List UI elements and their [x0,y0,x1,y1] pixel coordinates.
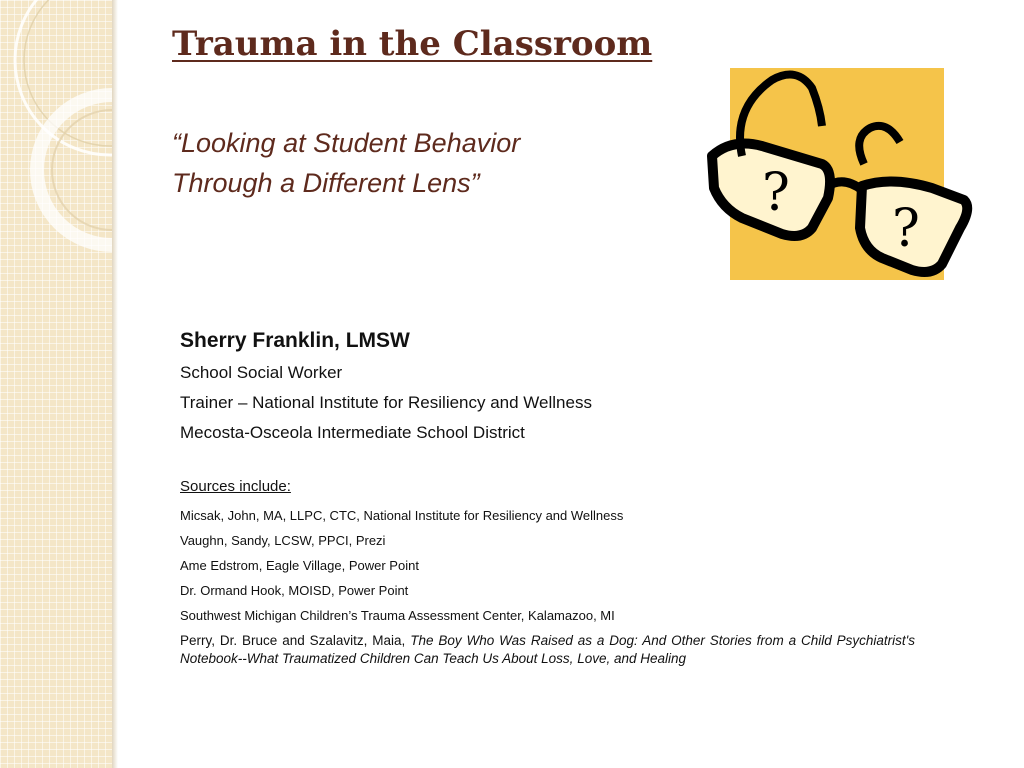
book-authors: Perry, Dr. Bruce and Szalavitz, Maia, [180,633,411,648]
slide-body [180,326,915,668]
source-item: Vaughn, Sandy, LCSW, PPCI, Prezi [180,533,386,548]
source-item: Dr. Ormand Hook, MOISD, Power Point [180,583,409,598]
source-book-citation [180,632,915,668]
sources-heading: Sources include: [180,478,291,495]
subtitle-line-2: Through a Different Lens” [172,168,480,198]
slide-subtitle [172,123,520,203]
sidebar-circles [0,0,112,768]
question-mark-right: ? [892,199,920,259]
decorative-sidebar [0,0,112,768]
presenter-affiliation: Trainer – National Institute for Resiliency and Wellness [180,393,592,412]
presenter-name: Sherry Franklin, LMSW [180,329,410,352]
presenter-district: Mecosta-Osceola Intermediate School District [180,423,525,442]
book-title: The Boy Who Was Raised as a Dog: And Other Stories from a Child Psychiatrist's Notebook--What Traumatized Children Can Teach Us About Loss, Love, and Healing [180,633,915,666]
presenter-role: School Social Worker [180,363,343,382]
source-item: Southwest Michigan Children’s Trauma Assessment Center, Kalamazoo, MI [180,608,615,623]
source-item: Micsak, John, MA, LLPC, CTC, National Institute for Resiliency and Wellness [180,508,624,523]
source-item: Ame Edstrom, Eagle Village, Power Point [180,558,419,573]
subtitle-line-1: “Looking at Student Behavior [172,128,521,158]
glasses-question-icon [702,68,977,280]
sidebar-edge [112,0,118,768]
question-mark-left: ? [762,163,790,223]
slide-title: Trauma in the Classroom [172,24,653,64]
